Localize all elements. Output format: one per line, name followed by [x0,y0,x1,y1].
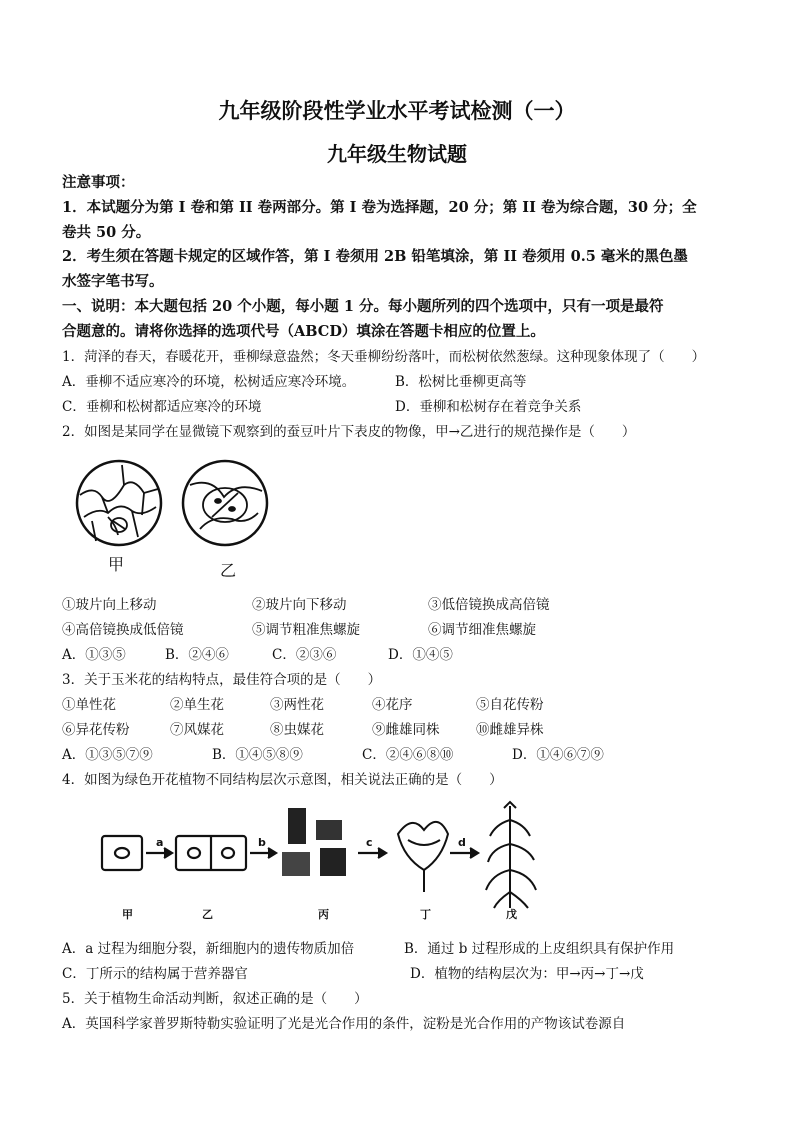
note-2-line-1: 2．考生须在答题卡规定的区域作答，第 I 卷须用 2B 铅笔填涂，第 II 卷须用 0.5 毫米的黑色墨 [62,248,688,265]
q4-option-b: B．通过 b 过程形成的上皮组织具有保护作用 [404,941,675,957]
q3-item-6: ⑥异花传粉 [62,722,130,738]
q1-option-d: D．垂柳和松树存在着竞争关系 [395,399,582,415]
tissue-block-1 [288,808,306,844]
q2-option-a: A．①③⑤ [62,647,126,663]
q1-option-b: B．松树比垂柳更高等 [395,374,527,390]
q4-arrow-label-d: d [458,836,466,849]
q1-option-c: C．垂柳和松树都适应寒冷的环境 [62,399,262,415]
q3-option-b: B．①④⑤⑧⑨ [212,747,303,763]
q2-fig-label-left: 甲 [108,555,125,574]
q1-stem: 1．菏泽的春天，春暖花开，垂柳绿意盎然；冬天垂柳纷纷落叶，而松树依然葱绿。这种现象体现了（ ） [62,349,706,365]
q2-option-b: B．②④⑥ [165,647,229,663]
q4-fig-label-1: 甲 [122,908,133,921]
q3-item-9: ⑨雌雄同株 [372,722,440,738]
q3-option-c: C．②④⑥⑧⑩ [362,747,454,763]
q4-arrow-label-a: a [156,836,164,849]
section-instructions-line-1: 一、说明：本大题包括 20 个小题，每小题 1 分。每小题所列的四个选项中，只有一项是最符 [62,298,664,315]
q4-arrow-label-c: c [366,836,373,849]
q3-item-1: ①单性花 [62,697,116,713]
q2-stem: 2．如图是某同学在显微镜下观察到的蚕豆叶片下表皮的物像，甲→乙进行的规范操作是（ ） [62,424,636,440]
q2-option-c: C．②③⑥ [272,647,337,663]
q4-arrow-label-b: b [258,836,266,849]
q2-item-4: ④高倍镜换成低倍镜 [62,622,184,638]
q2-item-5: ⑤调节粗准焦螺旋 [252,622,360,638]
q5-option-a: A．英国科学家普罗斯特勒实验证明了光是光合作用的条件，淀粉是光合作用的产物该试卷源自 [62,1016,626,1032]
q1-option-a: A．垂柳不适应寒冷的环境，松树适应寒冷环境。 [62,374,356,390]
q3-item-7: ⑦风媒花 [170,722,224,738]
q2-fig-label-right: 乙 [220,561,237,580]
q3-item-8: ⑧虫媒花 [270,722,324,738]
q4-fig-label-2: 乙 [202,908,213,921]
q4-fig-label-4: 丁 [420,908,431,921]
field-of-view-right [183,461,267,545]
note-1-line-2: 卷共 50 分。 [62,224,151,241]
q4-option-d: D．植物的结构层次为：甲→丙→丁→戊 [410,966,644,982]
tissue-block-3 [282,852,310,876]
q3-item-10: ⑩雌雄异株 [476,722,544,738]
q2-item-1: ①玻片向上移动 [62,597,157,613]
q3-option-a: A．①③⑤⑦⑨ [62,747,153,763]
q4-option-c: C．丁所示的结构属于营养器官 [62,966,248,982]
section-instructions-line-2: 合题意的。请将你选择的选项代号（ABCD）填涂在答题卡相应的位置上。 [62,323,545,340]
tissue-block-4 [320,848,346,876]
exam-title: 九年级阶段性学业水平考试检测（一） [218,98,576,123]
q4-fig-label-3: 丙 [318,908,329,921]
note-1-line-1: 1．本试题分为第 I 卷和第 II 卷两部分。第 I 卷为选择题，20 分；第 II 卷为综合题，30 分；全 [62,199,697,216]
q3-option-d: D．①④⑥⑦⑨ [512,747,604,763]
q2-item-6: ⑥调节细准焦螺旋 [428,622,536,638]
notes-heading: 注意事项： [62,174,135,191]
q3-stem: 3．关于玉米花的结构特点，最佳符合项的是（ ） [62,672,382,688]
q4-structure-levels-figure [98,800,558,910]
q5-stem: 5．关于植物生命活动判断，叙述正确的是（ ） [62,991,368,1007]
q2-option-d: D．①④⑤ [388,647,453,663]
q4-option-a: A．a 过程为细胞分裂，新细胞内的遗传物质加倍 [62,941,355,957]
note-2-line-2: 水签字笔书写。 [62,273,164,290]
q3-item-5: ⑤自花传粉 [476,697,544,713]
tissue-block-2 [316,820,342,840]
exam-subtitle: 九年级生物试题 [327,142,467,166]
q4-fig-label-5: 戊 [506,908,517,921]
q3-item-4: ④花序 [372,697,413,713]
q4-stem: 4．如图为绿色开花植物不同结构层次示意图，相关说法正确的是（ ） [62,772,503,788]
q3-item-2: ②单生花 [170,697,224,713]
q2-microscope-figure [72,455,272,555]
q3-item-3: ③两性花 [270,697,324,713]
q2-item-3: ③低倍镜换成高倍镜 [428,597,550,613]
q2-item-2: ②玻片向下移动 [252,597,347,613]
